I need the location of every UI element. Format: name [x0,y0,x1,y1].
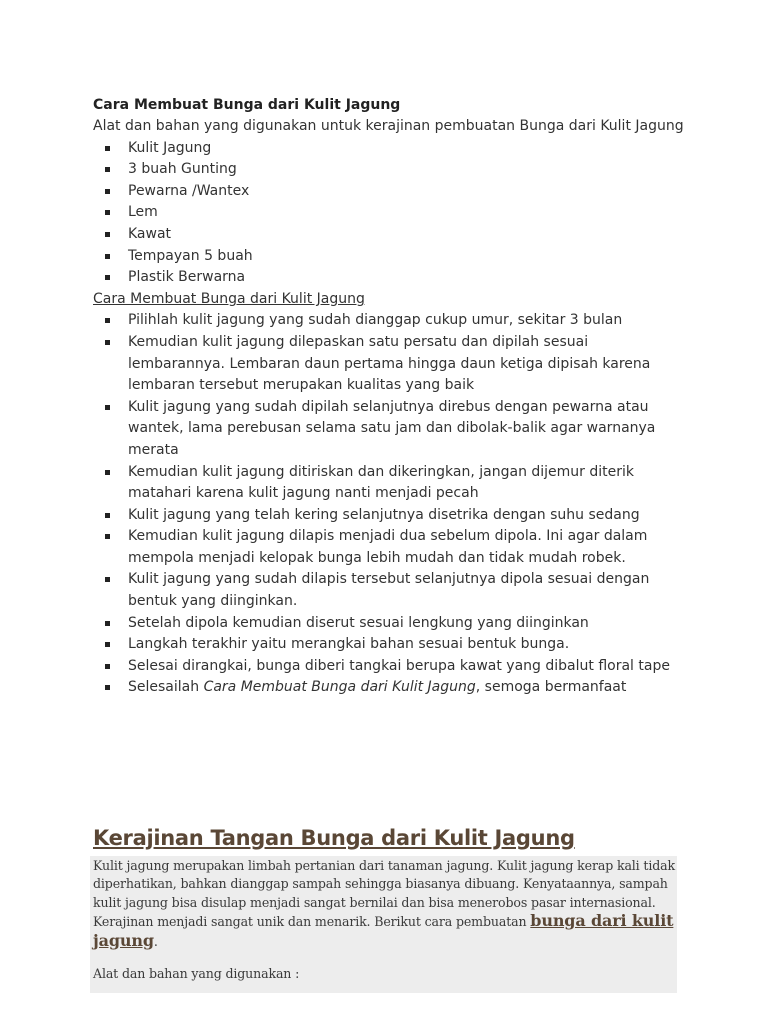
emphasis-text: Cara Membuat Bunga dari Kulit Jagung [203,679,476,696]
list-item: Kulit jagung yang telah kering selanjutnya disetrika dengan suhu sedang [93,505,693,527]
list-item: Pilihlah kulit jagung yang sudah dianggap cukup umur, sekitar 3 bulan [93,310,693,332]
bullet-icon [105,167,110,172]
materials-list [93,138,693,289]
section-body: Kulit jagung merupakan limbah pertanian dari tanaman jagung. Kulit jagung kerap kali tidak diperhatikan, bahkan dianggap sampah sehingga biasanya dibuang. Kenyataannya, sampah kulit jagung bisa disulap menjadi sangat bernilai dan bisa menerobos pasar internasional. Kerajinan menjadi sangat unik dan menarik. Berikut cara pembuatan bunga dari kulit jagung. Alat dan bahan yang digunakan : [93,857,675,983]
bullet-icon [105,210,110,215]
tools-label: Alat dan bahan yang digunakan : [93,966,300,982]
list-item: Kulit Jagung [93,138,693,160]
list-item: Setelah dipola kemudian diserut sesuai lengkung yang diinginkan [93,613,693,635]
bullet-icon [105,685,110,690]
article [93,95,693,699]
steps-list [93,310,693,699]
bullet-icon [105,254,110,259]
list-item: Tempayan 5 buah [93,246,693,268]
bullet-icon [105,405,110,410]
bullet-icon [105,577,110,582]
bullet-icon [105,340,110,345]
bullet-icon [105,275,110,280]
section-heading[interactable]: Kerajinan Tangan Bunga dari Kulit Jagung [93,826,575,850]
list-item: Kawat [93,224,693,246]
steps-heading: Cara Membuat Bunga dari Kulit Jagung [93,290,365,307]
bullet-icon [105,534,110,539]
bullet-icon [105,189,110,194]
bullet-icon [105,621,110,626]
list-item: Selesailah Cara Membuat Bunga dari Kulit Jagung, semoga bermanfaat [93,677,693,699]
list-item: Selesai dirangkai, bunga diberi tangkai berupa kawat yang dibalut floral tape [93,656,693,678]
list-item: Kulit jagung yang sudah dilapis tersebut selanjutnya dipola sesuai dengan bentuk yang diinginkan. [93,569,693,612]
list-item: Lem [93,202,693,224]
list-item: Kemudian kulit jagung dilepaskan satu persatu dan dipilah sesuai lembarannya. Lembaran daun pertama hingga daun ketiga dipisah karena lembaran tersebut merupakan kualitas yang baik [93,332,693,397]
bullet-icon [105,470,110,475]
bullet-icon [105,664,110,669]
bullet-icon [105,513,110,518]
bullet-icon [105,232,110,237]
bullet-icon [105,642,110,647]
bullet-icon [105,146,110,151]
article-title: Cara Membuat Bunga dari Kulit Jagung [93,97,401,113]
list-item: Kemudian kulit jagung dilapis menjadi dua sebelum dipola. Ini agar dalam mempola menjadi kelopak bunga lebih mudah dan tidak mudah robek. [93,526,693,569]
bullet-icon [105,318,110,323]
list-item: Pewarna /Wantex [93,181,693,203]
list-item: Plastik Berwarna [93,267,693,289]
inline-link[interactable]: bunga dari kulit jagung [93,911,674,950]
list-item: Kemudian kulit jagung ditiriskan dan dikeringkan, jangan dijemur diterik matahari karena kulit jagung nanti menjadi pecah [93,462,693,505]
materials-intro: Alat dan bahan yang digunakan untuk kerajinan pembuatan Bunga dari Kulit Jagung [93,118,684,134]
list-item: Kulit jagung yang sudah dipilah selanjutnya direbus dengan pewarna atau wantek, lama perebusan selama satu jam dan dibolak-balik agar warnanya merata [93,397,693,462]
list-item: Langkah terakhir yaitu merangkai bahan sesuai bentuk bunga. [93,634,693,656]
list-item: 3 buah Gunting [93,159,693,181]
